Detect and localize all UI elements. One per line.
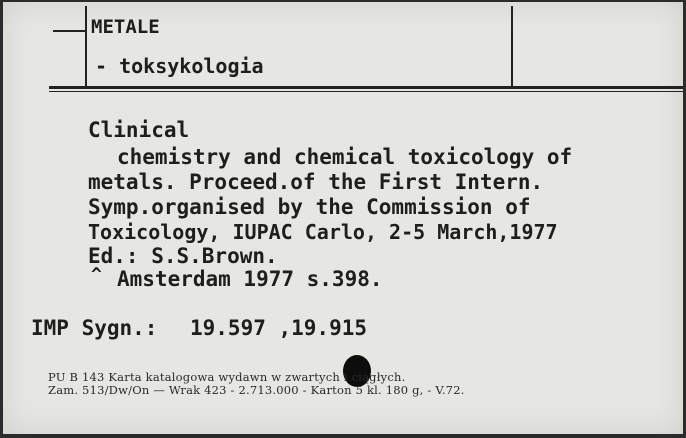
caret-mark: ^ bbox=[91, 264, 102, 285]
footer-line-2: Zam. 513/Dw/On — Wrak 423 - 2.713.000 - Karton 5 kl. 180 g, - V.72. bbox=[48, 383, 465, 397]
entry-line-6: Ed.: S.S.Brown. bbox=[88, 244, 278, 268]
entry-line-7: Amsterdam 1977 s.398. bbox=[117, 267, 383, 291]
header-right-rule bbox=[511, 6, 513, 88]
entry-line-2: chemistry and chemical toxicology of bbox=[117, 145, 573, 169]
header-bottom-rule-thin bbox=[49, 91, 683, 92]
header-top-rule bbox=[53, 30, 85, 32]
entry-line-5: Toxicology, IUPAC Carlo, 2-5 March,1977 bbox=[88, 220, 558, 244]
entry-line-3: metals. Proceed.of the First Intern. bbox=[88, 170, 544, 194]
signature-label: IMP Sygn.: bbox=[31, 316, 158, 340]
footer-line-1: PU B 143 Karta katalogowa wydawn w zwartych i ciągłych. bbox=[48, 370, 406, 384]
entry-line-4: Symp.organised by the Commission of bbox=[88, 195, 531, 219]
signature-value: 19.597 ,19.915 bbox=[190, 316, 368, 340]
header-left-rule bbox=[85, 6, 87, 88]
subject-heading: METALE bbox=[91, 16, 160, 38]
subject-subheading: - toksykologia bbox=[95, 54, 264, 78]
header-bottom-rule bbox=[49, 86, 683, 89]
catalog-card bbox=[3, 2, 683, 434]
entry-line-1: Clinical bbox=[88, 118, 190, 142]
